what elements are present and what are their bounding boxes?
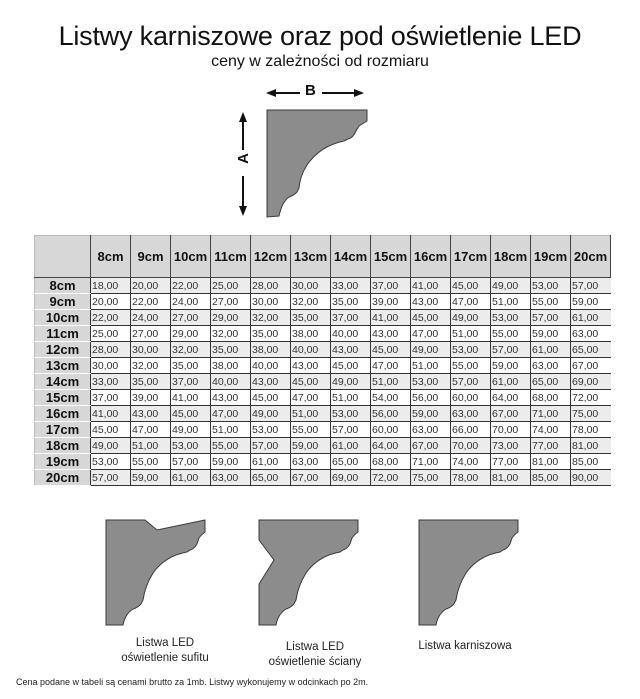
price-table <box>34 235 611 486</box>
price-cell: 57,00 <box>331 422 371 438</box>
price-cell: 59,00 <box>531 326 571 342</box>
price-cell: 29,00 <box>171 326 211 342</box>
price-cell: 22,00 <box>131 294 171 310</box>
price-cell: 70,00 <box>451 438 491 454</box>
price-cell: 74,00 <box>451 454 491 470</box>
price-cell: 53,00 <box>331 406 371 422</box>
row-header: 13cm <box>35 358 91 374</box>
row-header: 15cm <box>35 390 91 406</box>
price-cell: 32,00 <box>291 294 331 310</box>
price-cell: 41,00 <box>411 278 451 294</box>
column-header: 13cm <box>291 236 331 278</box>
price-cell: 22,00 <box>171 278 211 294</box>
price-cell: 38,00 <box>211 358 251 374</box>
price-cell: 30,00 <box>91 358 131 374</box>
price-cell: 63,00 <box>531 358 571 374</box>
row-header: 14cm <box>35 374 91 390</box>
price-cell: 70,00 <box>491 422 531 438</box>
table-header-row <box>35 236 611 278</box>
price-cell: 47,00 <box>131 422 171 438</box>
price-cell: 57,00 <box>171 454 211 470</box>
column-header: 19cm <box>531 236 571 278</box>
price-cell: 61,00 <box>491 374 531 390</box>
price-cell: 47,00 <box>211 406 251 422</box>
price-cell: 85,00 <box>571 454 611 470</box>
price-cell: 45,00 <box>451 278 491 294</box>
price-cell: 49,00 <box>411 342 451 358</box>
price-cell: 27,00 <box>211 294 251 310</box>
price-cell: 54,00 <box>371 390 411 406</box>
price-cell: 81,00 <box>571 438 611 454</box>
profile-led-wall-icon <box>258 518 378 628</box>
price-cell: 35,00 <box>331 294 371 310</box>
row-header: 9cm <box>35 294 91 310</box>
price-cell: 67,00 <box>491 406 531 422</box>
price-cell: 24,00 <box>171 294 211 310</box>
page-subtitle: ceny w zależności od rozmiaru <box>211 53 429 70</box>
price-cell: 57,00 <box>451 374 491 390</box>
table-row <box>35 326 611 342</box>
price-cell: 45,00 <box>251 390 291 406</box>
price-cell: 81,00 <box>491 470 531 486</box>
price-cell: 63,00 <box>571 326 611 342</box>
price-cell: 51,00 <box>211 422 251 438</box>
price-cell: 63,00 <box>451 406 491 422</box>
price-cell: 61,00 <box>531 342 571 358</box>
price-cell: 72,00 <box>571 390 611 406</box>
price-cell: 40,00 <box>251 358 291 374</box>
column-header: 20cm <box>571 236 611 278</box>
price-cell: 67,00 <box>571 358 611 374</box>
price-cell: 22,00 <box>91 310 131 326</box>
price-cell: 57,00 <box>251 438 291 454</box>
price-cell: 55,00 <box>451 358 491 374</box>
price-cell: 78,00 <box>451 470 491 486</box>
price-cell: 53,00 <box>91 454 131 470</box>
price-cell: 59,00 <box>291 438 331 454</box>
price-cell: 43,00 <box>131 406 171 422</box>
price-cell: 45,00 <box>291 374 331 390</box>
price-cell: 49,00 <box>171 422 211 438</box>
price-cell: 49,00 <box>451 310 491 326</box>
price-cell: 45,00 <box>331 358 371 374</box>
column-header: 8cm <box>91 236 131 278</box>
row-header: 20cm <box>35 470 91 486</box>
price-cell: 43,00 <box>211 390 251 406</box>
table-row <box>35 374 611 390</box>
price-cell: 30,00 <box>131 342 171 358</box>
price-cell: 61,00 <box>251 454 291 470</box>
table-row <box>35 406 611 422</box>
price-cell: 59,00 <box>131 470 171 486</box>
table-row <box>35 438 611 454</box>
caption-line: Listwa LED <box>285 641 345 653</box>
column-header: 11cm <box>211 236 251 278</box>
price-cell: 59,00 <box>491 358 531 374</box>
price-cell: 69,00 <box>331 470 371 486</box>
price-cell: 66,00 <box>451 422 491 438</box>
price-cell: 81,00 <box>531 454 571 470</box>
price-cell: 59,00 <box>571 294 611 310</box>
price-cell: 56,00 <box>371 406 411 422</box>
price-cell: 51,00 <box>131 438 171 454</box>
price-cell: 55,00 <box>491 326 531 342</box>
price-cell: 24,00 <box>131 310 171 326</box>
price-cell: 32,00 <box>251 310 291 326</box>
table-row <box>35 470 611 486</box>
price-cell: 38,00 <box>251 342 291 358</box>
price-cell: 60,00 <box>371 422 411 438</box>
price-cell: 75,00 <box>571 406 611 422</box>
price-cell: 51,00 <box>371 374 411 390</box>
price-cell: 43,00 <box>411 294 451 310</box>
price-cell: 64,00 <box>371 438 411 454</box>
price-cell: 55,00 <box>531 294 571 310</box>
price-cell: 38,00 <box>291 326 331 342</box>
price-cell: 63,00 <box>411 422 451 438</box>
profile-caption <box>250 640 380 670</box>
price-cell: 35,00 <box>171 358 211 374</box>
price-cell: 72,00 <box>371 470 411 486</box>
price-cell: 51,00 <box>451 326 491 342</box>
price-cell: 39,00 <box>371 294 411 310</box>
price-cell: 32,00 <box>171 342 211 358</box>
price-cell: 78,00 <box>571 422 611 438</box>
price-cell: 59,00 <box>411 406 451 422</box>
price-cell: 71,00 <box>531 406 571 422</box>
price-cell: 51,00 <box>291 406 331 422</box>
price-cell: 28,00 <box>251 278 291 294</box>
price-cell: 56,00 <box>411 390 451 406</box>
price-cell: 51,00 <box>411 358 451 374</box>
column-header: 10cm <box>171 236 211 278</box>
price-cell: 28,00 <box>91 342 131 358</box>
row-header: 12cm <box>35 342 91 358</box>
price-cell: 49,00 <box>331 374 371 390</box>
price-cell: 63,00 <box>291 454 331 470</box>
price-cell: 73,00 <box>491 438 531 454</box>
price-cell: 41,00 <box>171 390 211 406</box>
column-header: 14cm <box>331 236 371 278</box>
price-cell: 35,00 <box>251 326 291 342</box>
table-corner <box>35 236 91 278</box>
column-header: 16cm <box>411 236 451 278</box>
column-header: 17cm <box>451 236 491 278</box>
price-cell: 18,00 <box>91 278 131 294</box>
price-cell: 90,00 <box>571 470 611 486</box>
price-cell: 37,00 <box>371 278 411 294</box>
price-cell: 30,00 <box>291 278 331 294</box>
price-cell: 57,00 <box>531 310 571 326</box>
price-cell: 45,00 <box>171 406 211 422</box>
arrow-a-icon <box>239 112 247 216</box>
price-cell: 49,00 <box>491 278 531 294</box>
price-cell: 74,00 <box>531 422 571 438</box>
price-cell: 63,00 <box>211 470 251 486</box>
price-cell: 47,00 <box>291 390 331 406</box>
price-cell: 40,00 <box>291 342 331 358</box>
price-cell: 67,00 <box>291 470 331 486</box>
row-header: 11cm <box>35 326 91 342</box>
price-cell: 43,00 <box>331 342 371 358</box>
price-cell: 20,00 <box>91 294 131 310</box>
price-cell: 55,00 <box>131 454 171 470</box>
table-row <box>35 454 611 470</box>
price-cell: 68,00 <box>371 454 411 470</box>
footnote: Cena podane w tabeli są cenami brutto za 1mb. Listwy wykonujemy w odcinkach po 2m. <box>16 677 369 687</box>
price-cell: 61,00 <box>571 310 611 326</box>
price-cell: 49,00 <box>251 406 291 422</box>
price-cell: 40,00 <box>331 326 371 342</box>
profile-cornice-icon <box>418 518 538 628</box>
price-cell: 53,00 <box>451 342 491 358</box>
price-cell: 77,00 <box>531 438 571 454</box>
price-cell: 57,00 <box>91 470 131 486</box>
price-cell: 53,00 <box>411 374 451 390</box>
price-cell: 64,00 <box>491 390 531 406</box>
price-cell: 69,00 <box>571 374 611 390</box>
price-cell: 27,00 <box>171 310 211 326</box>
profile-caption <box>100 636 230 666</box>
price-cell: 65,00 <box>331 454 371 470</box>
price-cell: 33,00 <box>91 374 131 390</box>
price-cell: 32,00 <box>131 358 171 374</box>
price-cell: 55,00 <box>211 438 251 454</box>
row-header: 10cm <box>35 310 91 326</box>
price-cell: 71,00 <box>411 454 451 470</box>
price-cell: 41,00 <box>371 310 411 326</box>
price-cell: 51,00 <box>491 294 531 310</box>
row-header: 16cm <box>35 406 91 422</box>
price-cell: 53,00 <box>251 422 291 438</box>
price-cell: 35,00 <box>291 310 331 326</box>
price-cell: 47,00 <box>411 326 451 342</box>
column-header: 12cm <box>251 236 291 278</box>
dimension-a-label: A <box>234 153 252 164</box>
price-cell: 85,00 <box>531 470 571 486</box>
price-cell: 47,00 <box>451 294 491 310</box>
caption-line: oświetlenie ściany <box>268 656 362 668</box>
price-cell: 65,00 <box>251 470 291 486</box>
price-cell: 43,00 <box>371 326 411 342</box>
table-row <box>35 342 611 358</box>
table-row <box>35 358 611 374</box>
price-cell: 45,00 <box>371 342 411 358</box>
price-cell: 30,00 <box>251 294 291 310</box>
price-cell: 67,00 <box>411 438 451 454</box>
caption-line: Listwa LED <box>135 637 195 649</box>
price-cell: 68,00 <box>531 390 571 406</box>
table-row <box>35 294 611 310</box>
price-cell: 40,00 <box>211 374 251 390</box>
price-cell: 75,00 <box>411 470 451 486</box>
table-row <box>35 278 611 294</box>
price-cell: 32,00 <box>211 326 251 342</box>
caption-line: oświetlenie sufitu <box>121 652 209 664</box>
price-cell: 77,00 <box>491 454 531 470</box>
table-row <box>35 390 611 406</box>
price-cell: 53,00 <box>171 438 211 454</box>
price-cell: 65,00 <box>571 342 611 358</box>
page-title: Listwy karniszowe oraz pod oświetlenie LED <box>58 21 582 51</box>
price-cell: 25,00 <box>211 278 251 294</box>
price-cell: 60,00 <box>451 390 491 406</box>
profile-led-ceiling-icon <box>105 518 225 628</box>
price-cell: 47,00 <box>371 358 411 374</box>
price-cell: 37,00 <box>331 310 371 326</box>
price-cell: 45,00 <box>91 422 131 438</box>
price-cell: 35,00 <box>131 374 171 390</box>
profile-shape-icon <box>267 110 367 217</box>
price-cell: 57,00 <box>571 278 611 294</box>
price-cell: 43,00 <box>251 374 291 390</box>
price-cell: 29,00 <box>211 310 251 326</box>
row-header: 8cm <box>35 278 91 294</box>
price-cell: 43,00 <box>291 358 331 374</box>
price-cell: 53,00 <box>531 278 571 294</box>
table-body <box>35 278 611 486</box>
price-cell: 53,00 <box>491 310 531 326</box>
price-cell: 55,00 <box>291 422 331 438</box>
row-header: 18cm <box>35 438 91 454</box>
profile-caption <box>400 639 530 654</box>
table-row <box>35 310 611 326</box>
price-cell: 59,00 <box>211 454 251 470</box>
row-header: 17cm <box>35 422 91 438</box>
column-header: 9cm <box>131 236 171 278</box>
price-cell: 37,00 <box>171 374 211 390</box>
table-row <box>35 422 611 438</box>
price-cell: 61,00 <box>331 438 371 454</box>
price-cell: 41,00 <box>91 406 131 422</box>
price-cell: 35,00 <box>211 342 251 358</box>
column-header: 15cm <box>371 236 411 278</box>
price-cell: 57,00 <box>491 342 531 358</box>
price-cell: 33,00 <box>331 278 371 294</box>
caption-line: Listwa karniszowa <box>418 640 512 652</box>
price-cell: 25,00 <box>91 326 131 342</box>
dimension-b-label: B <box>305 82 316 99</box>
price-cell: 49,00 <box>91 438 131 454</box>
price-cell: 39,00 <box>131 390 171 406</box>
price-cell: 37,00 <box>91 390 131 406</box>
column-header: 18cm <box>491 236 531 278</box>
price-cell: 65,00 <box>531 374 571 390</box>
price-cell: 51,00 <box>331 390 371 406</box>
row-header: 19cm <box>35 454 91 470</box>
price-cell: 27,00 <box>131 326 171 342</box>
price-cell: 61,00 <box>171 470 211 486</box>
price-cell: 45,00 <box>411 310 451 326</box>
price-cell: 20,00 <box>131 278 171 294</box>
